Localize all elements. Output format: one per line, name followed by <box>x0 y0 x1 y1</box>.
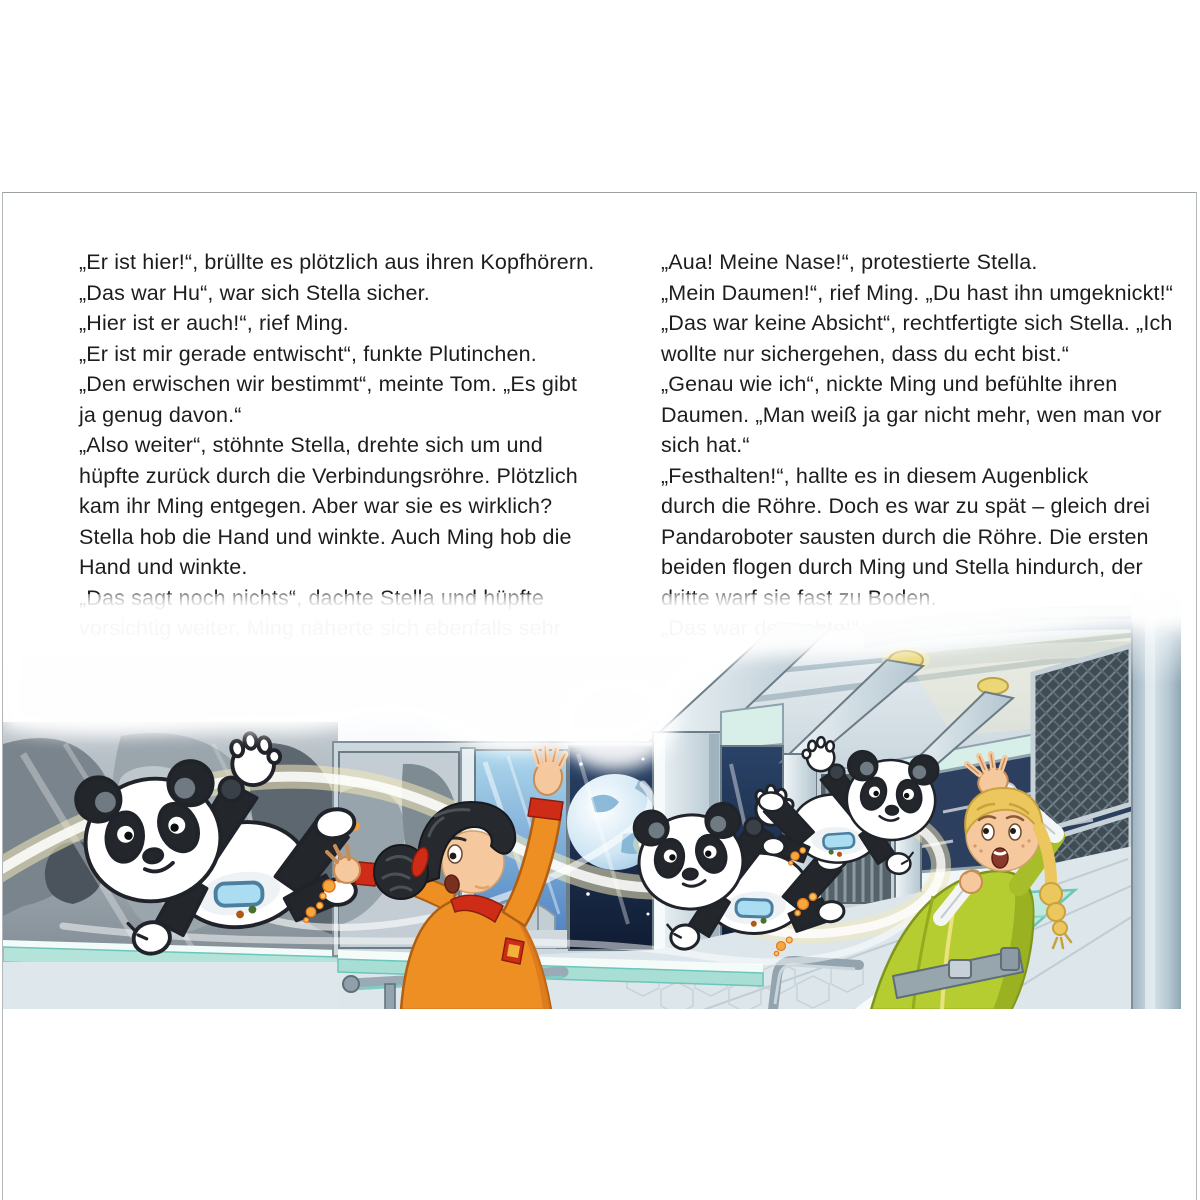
text-line: kam ihr Ming entgegen. Aber war sie es wirklich? <box>79 494 553 518</box>
text-line: beiden flogen durch Ming und Stella hindurch, der <box>661 555 1143 579</box>
text-line: „Hier ist er auch!“, rief Ming. <box>79 311 349 335</box>
text-line: „Er ist hier!“, brüllte es plötzlich aus ihren Kopfhörern. <box>79 250 595 274</box>
text-line: ja genug davon.“ <box>79 402 242 427</box>
text-line: „Das war keine Absicht“, rechtfertigte sich Stella. „Ich <box>661 311 1173 335</box>
text-line: Hand und winkte. <box>79 555 248 579</box>
text-line: Stella hob die Hand und winkte. Auch Ming hob die <box>79 524 572 549</box>
text-line: „Mein Daumen!“, rief Ming. „Du hast ihn umgeknickt!“ <box>661 280 1174 305</box>
text-column-right <box>661 247 1181 644</box>
text-line: „Festhalten!“, hallte es in diesem Augenblick <box>661 463 1089 488</box>
text-line: Daumen. „Man weiß ja gar nicht mehr, wen man vor <box>661 402 1162 427</box>
text-line: wollte nur sichergehen, dass du echt bist.“ <box>661 341 1070 366</box>
story-illustration <box>3 594 1196 1009</box>
text-line: „Das war Hu“, war sich Stella sicher. <box>79 280 430 305</box>
text-line: „Genau wie ich“, nickte Ming und befühlte ihren <box>661 372 1118 396</box>
text-line: „Also weiter“, stöhnte Stella, drehte sich um und <box>79 433 543 457</box>
door-pillar <box>1131 594 1196 1009</box>
book-page <box>2 192 1197 1200</box>
text-line: sich hat.“ <box>661 433 750 457</box>
text-line: Pandaroboter sausten durch die Röhre. Die ersten <box>661 524 1149 549</box>
text-line: „Er ist mir gerade entwischt“, funkte Plutinchen. <box>79 341 537 366</box>
text-line: „Aua! Meine Nase!“, protestierte Stella. <box>661 250 1038 274</box>
text-line: durch die Röhre. Doch es war zu spät – gleich drei <box>661 494 1151 518</box>
text-line: „Den erwischen wir bestimmt“, meinte Tom. „Es gibt <box>79 372 578 396</box>
text-line: hüpfte zurück durch die Verbindungsröhre. Plötzlich <box>79 463 578 488</box>
